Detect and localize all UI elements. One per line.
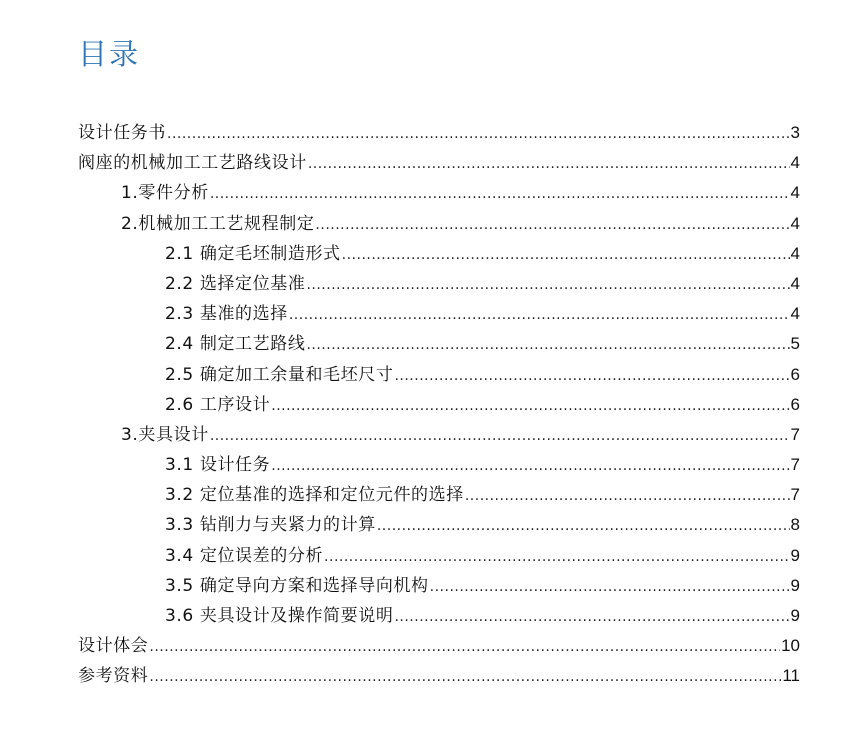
toc-page-number: 4 bbox=[790, 183, 800, 203]
toc-dot-leader bbox=[342, 240, 790, 270]
toc-page-number: 7 bbox=[790, 485, 800, 505]
toc-dot-leader bbox=[306, 330, 789, 360]
toc-entry-title: 设计任务书 bbox=[78, 123, 166, 143]
toc-page-number: 4 bbox=[790, 243, 800, 263]
toc-entry-title: 2.4 制定工艺路线 bbox=[165, 334, 306, 355]
toc-entry[interactable] bbox=[78, 480, 800, 510]
toc-dot-leader bbox=[167, 119, 790, 149]
toc-entry-title: 3.3 钻削力与夹紧力的计算 bbox=[165, 515, 376, 536]
toc-page-number: 10 bbox=[781, 636, 800, 656]
toc-entry-title: 参考资料 bbox=[78, 666, 149, 687]
toc-entry[interactable] bbox=[78, 118, 800, 148]
toc-dot-leader bbox=[430, 572, 790, 602]
toc-entry[interactable] bbox=[78, 148, 800, 178]
toc-page-number: 9 bbox=[790, 575, 800, 595]
toc-entry[interactable] bbox=[78, 420, 800, 450]
toc-page-number: 7 bbox=[790, 455, 800, 475]
toc-entry-title: 2.3 基准的选择 bbox=[165, 304, 288, 325]
toc-entry[interactable] bbox=[78, 209, 800, 239]
toc-entry-title: 2.1 确定毛坯制造形式 bbox=[165, 243, 341, 264]
toc-entry[interactable] bbox=[78, 541, 800, 571]
toc-entry-title: 3.6 夹具设计及操作简要说明 bbox=[165, 606, 394, 626]
toc-entry-title: 3.4 定位误差的分析 bbox=[165, 545, 324, 566]
toc-dot-leader bbox=[210, 179, 790, 209]
toc-entry[interactable] bbox=[78, 510, 800, 540]
toc-dot-leader bbox=[315, 210, 789, 240]
toc-dot-leader bbox=[149, 662, 781, 692]
toc-entry-title: 3.1 设计任务 bbox=[165, 455, 271, 476]
toc-entry[interactable] bbox=[78, 239, 800, 269]
toc-page-number: 11 bbox=[782, 666, 800, 686]
toc-entry[interactable] bbox=[78, 329, 800, 359]
toc-title: 目录 bbox=[78, 37, 141, 71]
toc-entry[interactable] bbox=[78, 178, 800, 208]
toc-entry[interactable] bbox=[78, 299, 800, 329]
toc-entry[interactable] bbox=[78, 269, 800, 299]
toc-entry[interactable] bbox=[78, 360, 800, 390]
toc-entry[interactable] bbox=[78, 661, 800, 691]
toc-dot-leader bbox=[394, 361, 789, 391]
toc-page-number: 8 bbox=[790, 515, 800, 535]
toc-entry-title: 3.夹具设计 bbox=[121, 424, 209, 445]
toc-page-number: 4 bbox=[790, 273, 800, 293]
toc-dot-leader bbox=[394, 602, 789, 632]
toc-entry[interactable] bbox=[78, 631, 800, 661]
toc-dot-leader bbox=[271, 391, 789, 421]
toc-page-number: 9 bbox=[790, 545, 800, 565]
toc-page-number: 4 bbox=[790, 213, 800, 233]
toc-dot-leader bbox=[210, 421, 790, 451]
toc-page-number: 4 bbox=[790, 304, 800, 324]
toc-dot-leader bbox=[306, 270, 789, 300]
toc-list bbox=[78, 118, 800, 692]
toc-dot-leader bbox=[324, 542, 789, 572]
toc-page-number: 6 bbox=[790, 394, 800, 414]
toc-entry-title: 2.6 工序设计 bbox=[165, 394, 271, 415]
toc-entry-title: 2.5 确定加工余量和毛坯尺寸 bbox=[165, 364, 394, 385]
toc-entry-title: 设计体会 bbox=[78, 636, 149, 657]
toc-page-number: 5 bbox=[790, 334, 800, 354]
toc-dot-leader bbox=[377, 511, 790, 541]
toc-page-number: 3 bbox=[790, 123, 800, 142]
toc-entry-title: 阀座的机械加工工艺路线设计 bbox=[78, 153, 307, 174]
toc-page-number: 4 bbox=[790, 153, 800, 173]
toc-page-number: 7 bbox=[790, 424, 800, 444]
toc-entry-title: 2.2 选择定位基准 bbox=[165, 273, 306, 294]
toc-dot-leader bbox=[271, 451, 789, 481]
toc-entry[interactable] bbox=[78, 571, 800, 601]
toc-entry-title: 2.机械加工工艺规程制定 bbox=[121, 213, 315, 234]
toc-dot-leader bbox=[149, 632, 780, 662]
toc-entry-title: 3.5 确定导向方案和选择导向机构 bbox=[165, 575, 429, 596]
toc-entry[interactable] bbox=[78, 450, 800, 480]
toc-page-number: 9 bbox=[790, 606, 800, 625]
toc-dot-leader bbox=[289, 300, 790, 330]
toc-entry[interactable] bbox=[78, 390, 800, 420]
toc-page-number: 6 bbox=[790, 364, 800, 384]
toc-dot-leader bbox=[308, 149, 790, 179]
toc-entry[interactable] bbox=[78, 601, 800, 631]
toc-entry-title: 3.2 定位基准的选择和定位元件的选择 bbox=[165, 485, 464, 506]
toc-entry-title: 1.零件分析 bbox=[121, 183, 209, 204]
toc-dot-leader bbox=[465, 481, 790, 511]
